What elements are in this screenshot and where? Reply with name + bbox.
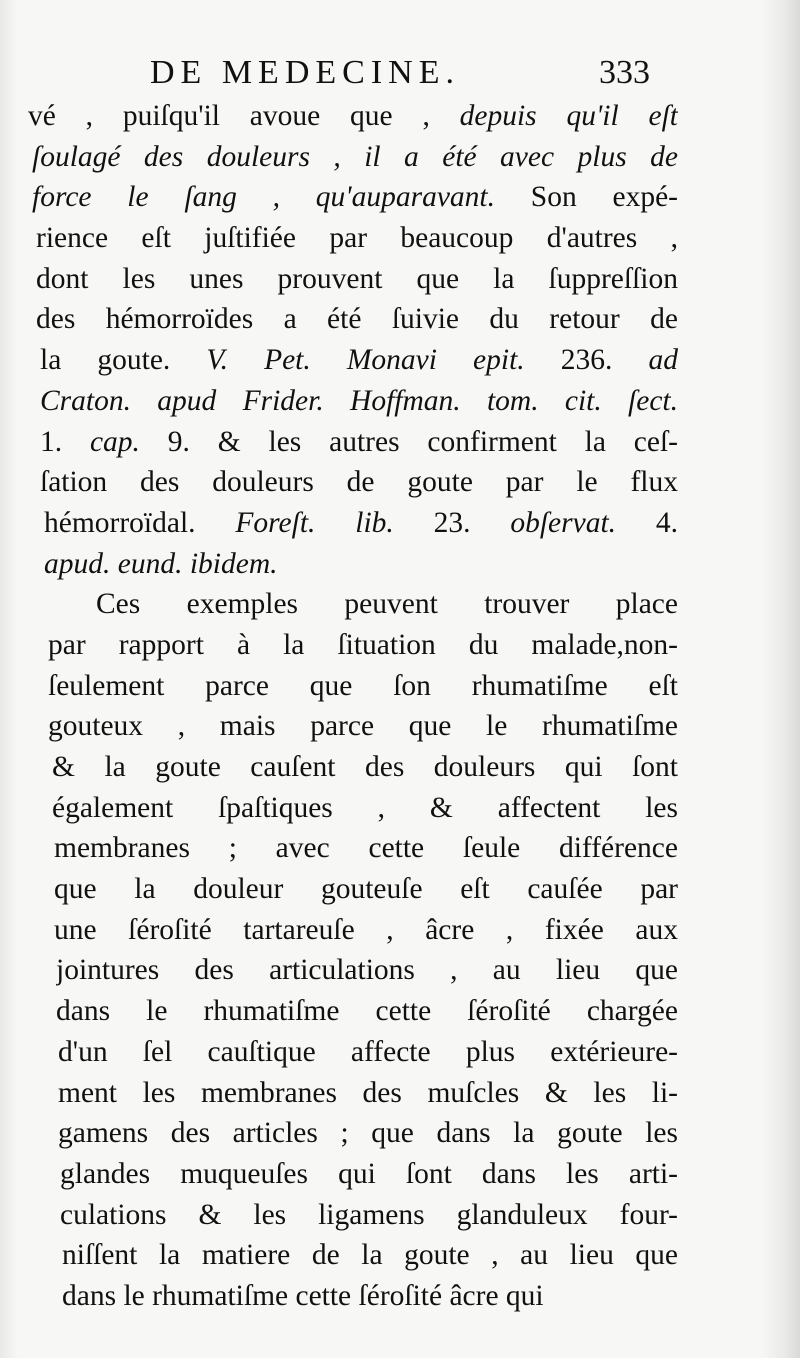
text-segment: des hémorroïdes a été ſuivie du retour de <box>36 303 678 336</box>
text-segment: dont les unes prouvent que la ſuppreſſion <box>36 262 678 295</box>
text-line <box>52 788 678 829</box>
text-line <box>40 340 678 381</box>
text-line <box>44 584 678 625</box>
italic-reference: cap. <box>89 425 140 458</box>
text-segment: & la goute cauſent des douleurs qui ſont <box>52 751 678 783</box>
text-segment: Ces exemples peuvent trouver place <box>96 588 678 621</box>
text-line <box>32 137 678 178</box>
text-line <box>56 991 678 1032</box>
text-segment: 9. & les autres confirment la ceſ- <box>139 425 678 458</box>
running-title: DE MEDECINE. <box>150 54 460 91</box>
page-gutter-shadow <box>0 0 18 1358</box>
text-line <box>36 218 678 259</box>
text-segment: ſation des douleurs de goute par le flux <box>40 466 678 499</box>
text-segment: gouteux , mais parce que le rhumatiſme <box>48 710 678 743</box>
italic-reference: obſervat. <box>510 506 617 539</box>
text-line <box>54 869 678 910</box>
text-line <box>60 1154 678 1195</box>
text-segment: dans le rhumatiſme cette ſéroſité chargée <box>56 995 678 1028</box>
text-segment: 236. <box>524 344 649 377</box>
text-line <box>54 910 678 951</box>
text-segment: gamens des articles ; que dans la goute les <box>58 1117 678 1150</box>
text-segment: niſſent la matiere de la goute , au lieu que <box>62 1239 678 1272</box>
text-line <box>40 381 678 422</box>
text-segment: glandes muqueuſes qui ſont dans les arti- <box>60 1157 678 1190</box>
text-line <box>52 747 678 788</box>
text-line <box>48 666 678 707</box>
text-line <box>62 1276 678 1317</box>
italic-reference: force le ſang , qu'auparavant. <box>32 181 495 214</box>
body-text <box>28 96 678 1317</box>
text-segment: 23. <box>393 506 511 539</box>
text-line <box>54 828 678 869</box>
text-segment: 1. <box>40 425 90 458</box>
italic-reference: V. Pet. Monavi epit. <box>206 344 525 377</box>
text-segment: Son expé- <box>495 181 678 214</box>
text-segment: 4. <box>616 506 678 539</box>
text-line <box>36 299 678 340</box>
text-line <box>58 1113 678 1154</box>
text-line <box>58 1073 678 1114</box>
page-header <box>150 48 650 98</box>
text-segment: rience eſt juſtifiée par beaucoup d'autres , <box>36 222 678 255</box>
text-segment: ment les membranes des muſcles & les li- <box>58 1076 678 1109</box>
text-segment: hémorroïdal. <box>44 506 236 539</box>
page-number: 333 <box>599 54 650 91</box>
text-line <box>60 1195 678 1236</box>
italic-reference: ad <box>648 344 678 377</box>
text-segment: culations & les ligamens glanduleux four- <box>60 1198 678 1231</box>
text-segment: par rapport à la ſituation du malade,non- <box>48 628 678 661</box>
italic-reference: apud. eund. ibidem. <box>44 547 278 580</box>
italic-reference: Foreſt. lib. <box>235 506 394 539</box>
text-segment: d'un ſel cauſtique affecte plus extérieure- <box>58 1035 678 1068</box>
text-segment: que la douleur gouteuſe eſt cauſée par <box>54 873 678 906</box>
text-line <box>40 462 678 503</box>
italic-reference: depuis qu'il eſt <box>459 100 678 132</box>
text-line <box>48 706 678 747</box>
text-line <box>36 259 678 300</box>
text-segment: jointures des articulations , au lieu que <box>56 954 678 987</box>
text-line <box>58 1032 678 1073</box>
text-line <box>48 625 678 666</box>
text-segment: ſeulement parce que ſon rhumatiſme eſt <box>48 669 678 702</box>
text-line <box>56 950 678 991</box>
text-segment: membranes ; avec cette ſeule différence <box>54 832 678 865</box>
text-line <box>44 503 678 544</box>
text-segment: vé , puiſqu'il avoue que , <box>28 100 460 132</box>
text-segment: une ſéroſité tartareuſe , âcre , fixée aux <box>54 913 678 946</box>
text-segment: la goute. <box>40 344 207 377</box>
italic-reference: Craton. apud Frider. Hoffman. tom. cit. ſect. <box>40 384 678 417</box>
page-edge-shadow <box>760 0 800 1358</box>
text-line <box>32 177 678 218</box>
text-line <box>28 96 678 137</box>
italic-reference: ſoulagé des douleurs , il a été avec plus de <box>32 140 678 173</box>
text-line <box>40 422 678 463</box>
text-segment: dans le rhumatiſme cette ſéroſité âcre qui <box>62 1279 544 1312</box>
text-line <box>44 544 678 585</box>
text-segment: également ſpaſtiques , & affectent les <box>52 791 678 824</box>
text-line <box>62 1235 678 1276</box>
